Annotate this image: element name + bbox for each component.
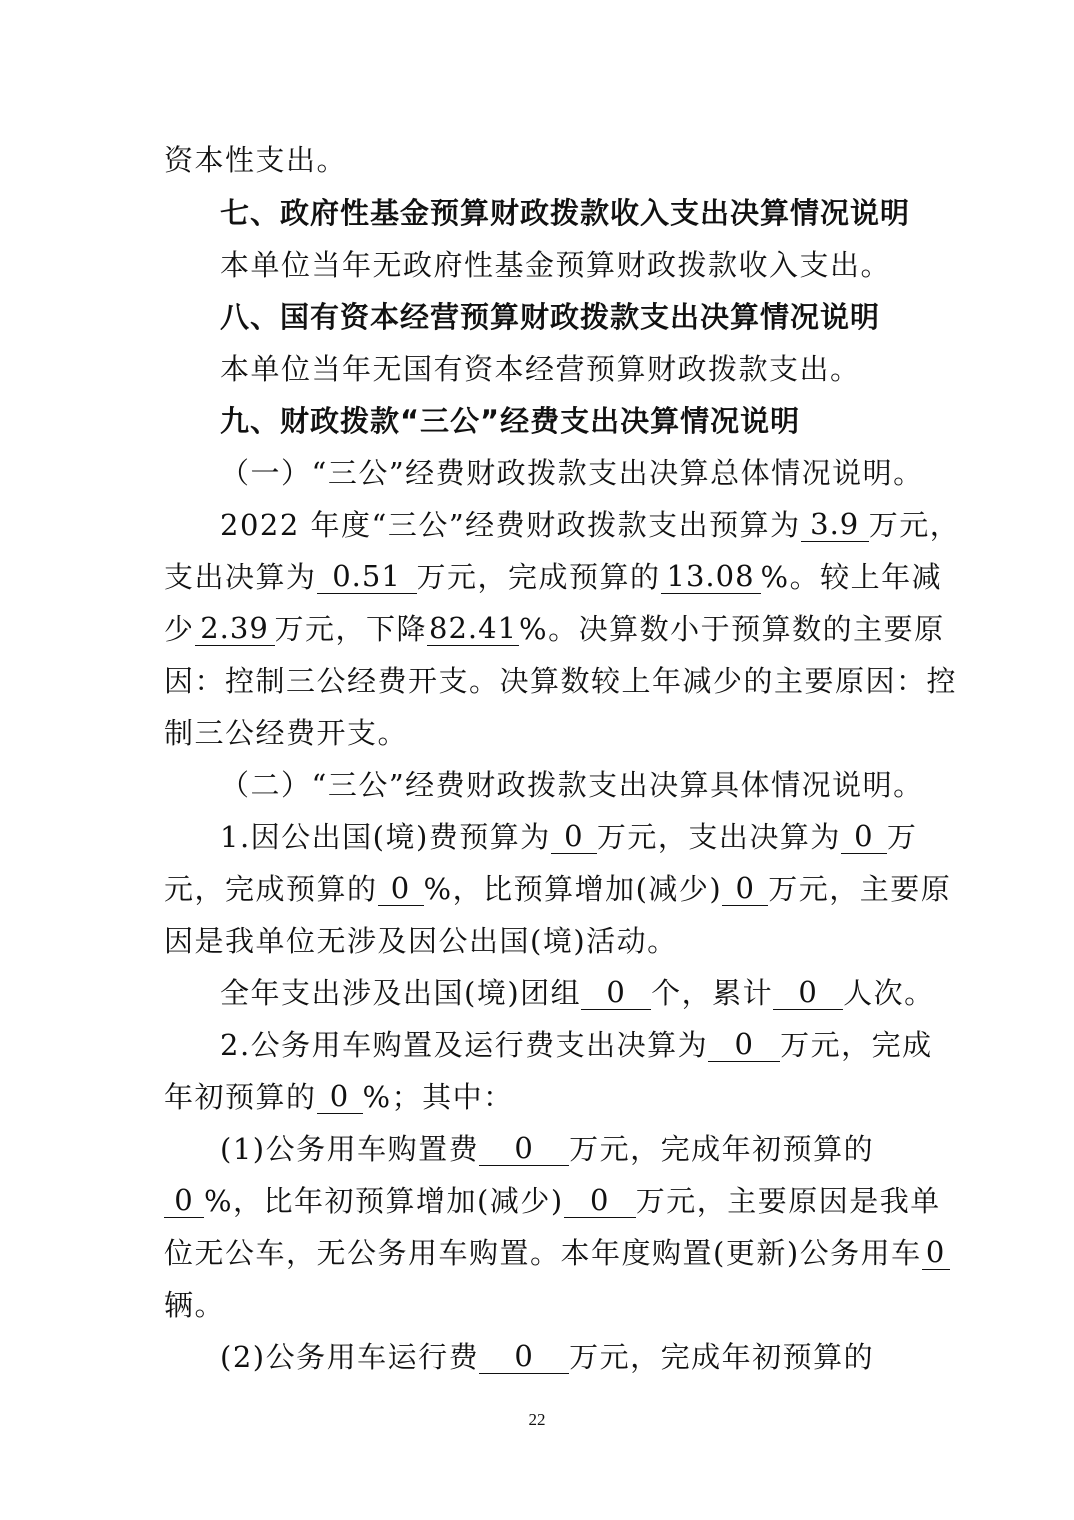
filled-value: 0 — [708, 1027, 780, 1062]
filled-value: 0.51 — [317, 559, 417, 594]
subsection-heading-1: （一）“三公”经费财政拨款支出决算总体情况说明。 — [220, 456, 924, 490]
text-line: 1.因公出国(境)费预算为 0 万元，支出决算为 0 万 — [220, 819, 918, 854]
section-heading-8: 八、国有资本经营预算财政拨款支出决算情况说明 — [220, 300, 881, 334]
text-line: 制三公经费开支。 — [164, 716, 409, 750]
subsection-heading-2: （二）“三公”经费财政拨款支出决算具体情况说明。 — [220, 768, 924, 802]
filled-value: 0 — [317, 1079, 363, 1114]
filled-value: 0 — [551, 819, 597, 854]
text-line: 0 %，比年初预算增加(减少) 0 万元，主要原因是我单 — [164, 1181, 912, 1221]
text-line: 本单位当年无政府性基金预算财政拨款收入支出。 — [220, 248, 892, 282]
filled-value: 0 — [722, 871, 768, 906]
text-line: 少 2.39 万元，下降82.41%。决算数小于预算数的主要原 — [164, 611, 945, 646]
text-line: 资本性支出。 — [164, 143, 348, 177]
text-line: (2)公务用车运行费 0 万元，完成年初预算的 — [220, 1339, 875, 1374]
filled-value: 13.08 — [661, 559, 761, 594]
filled-value: 0 — [378, 871, 424, 906]
text-line: 2.公务用车购置及运行费支出决算为 0 万元，完成 — [220, 1027, 933, 1062]
text-line: 辆。 — [164, 1288, 226, 1322]
filled-value: 0 — [479, 1131, 569, 1166]
text-line: 全年支出涉及出国(境)团组 0 个，累计 0 人次。 — [220, 975, 935, 1010]
filled-value: 0 — [479, 1339, 569, 1374]
filled-value: 2.39 — [195, 611, 275, 646]
page-number: 22 — [528, 1410, 546, 1429]
filled-value: 0 — [564, 1183, 636, 1218]
section-heading-9: 九、财政拨款“三公”经费支出决算情况说明 — [220, 404, 801, 438]
filled-value: 0 — [841, 819, 887, 854]
filled-value: 0 — [581, 975, 651, 1010]
filled-value: 3.9 — [801, 507, 869, 542]
text-line: 年初预算的 0 %；其中： — [164, 1079, 514, 1114]
filled-value: 0 — [164, 1183, 204, 1218]
section-heading-7: 七、政府性基金预算财政拨款收入支出决算情况说明 — [220, 196, 911, 230]
text-line: 元，完成预算的 0 %，比预算增加(减少) 0 万元，主要原 — [164, 871, 952, 906]
text-line: 位无公车，无公务用车购置。本年度购置(更新)公务用车 0 — [164, 1233, 912, 1273]
text-line: (1)公务用车购置费 0 万元，完成年初预算的 — [220, 1131, 875, 1166]
filled-value: 0 — [922, 1235, 950, 1270]
text-line: 本单位当年无国有资本经营预算财政拨款支出。 — [220, 352, 861, 386]
filled-value: 0 — [773, 975, 843, 1010]
text-line: 因是我单位无涉及因公出国(境)活动。 — [164, 924, 678, 958]
text-line: 支出决算为 0.51 万元，完成预算的 13.08 %。较上年减 — [164, 559, 943, 594]
filled-value: 82.41 — [429, 611, 518, 645]
text-line: 因：控制三公经费开支。决算数较上年减少的主要原因：控 — [164, 664, 958, 698]
text-line: 2022 年度“三公”经费财政拨款支出预算为 3.9 万元， — [220, 507, 961, 542]
